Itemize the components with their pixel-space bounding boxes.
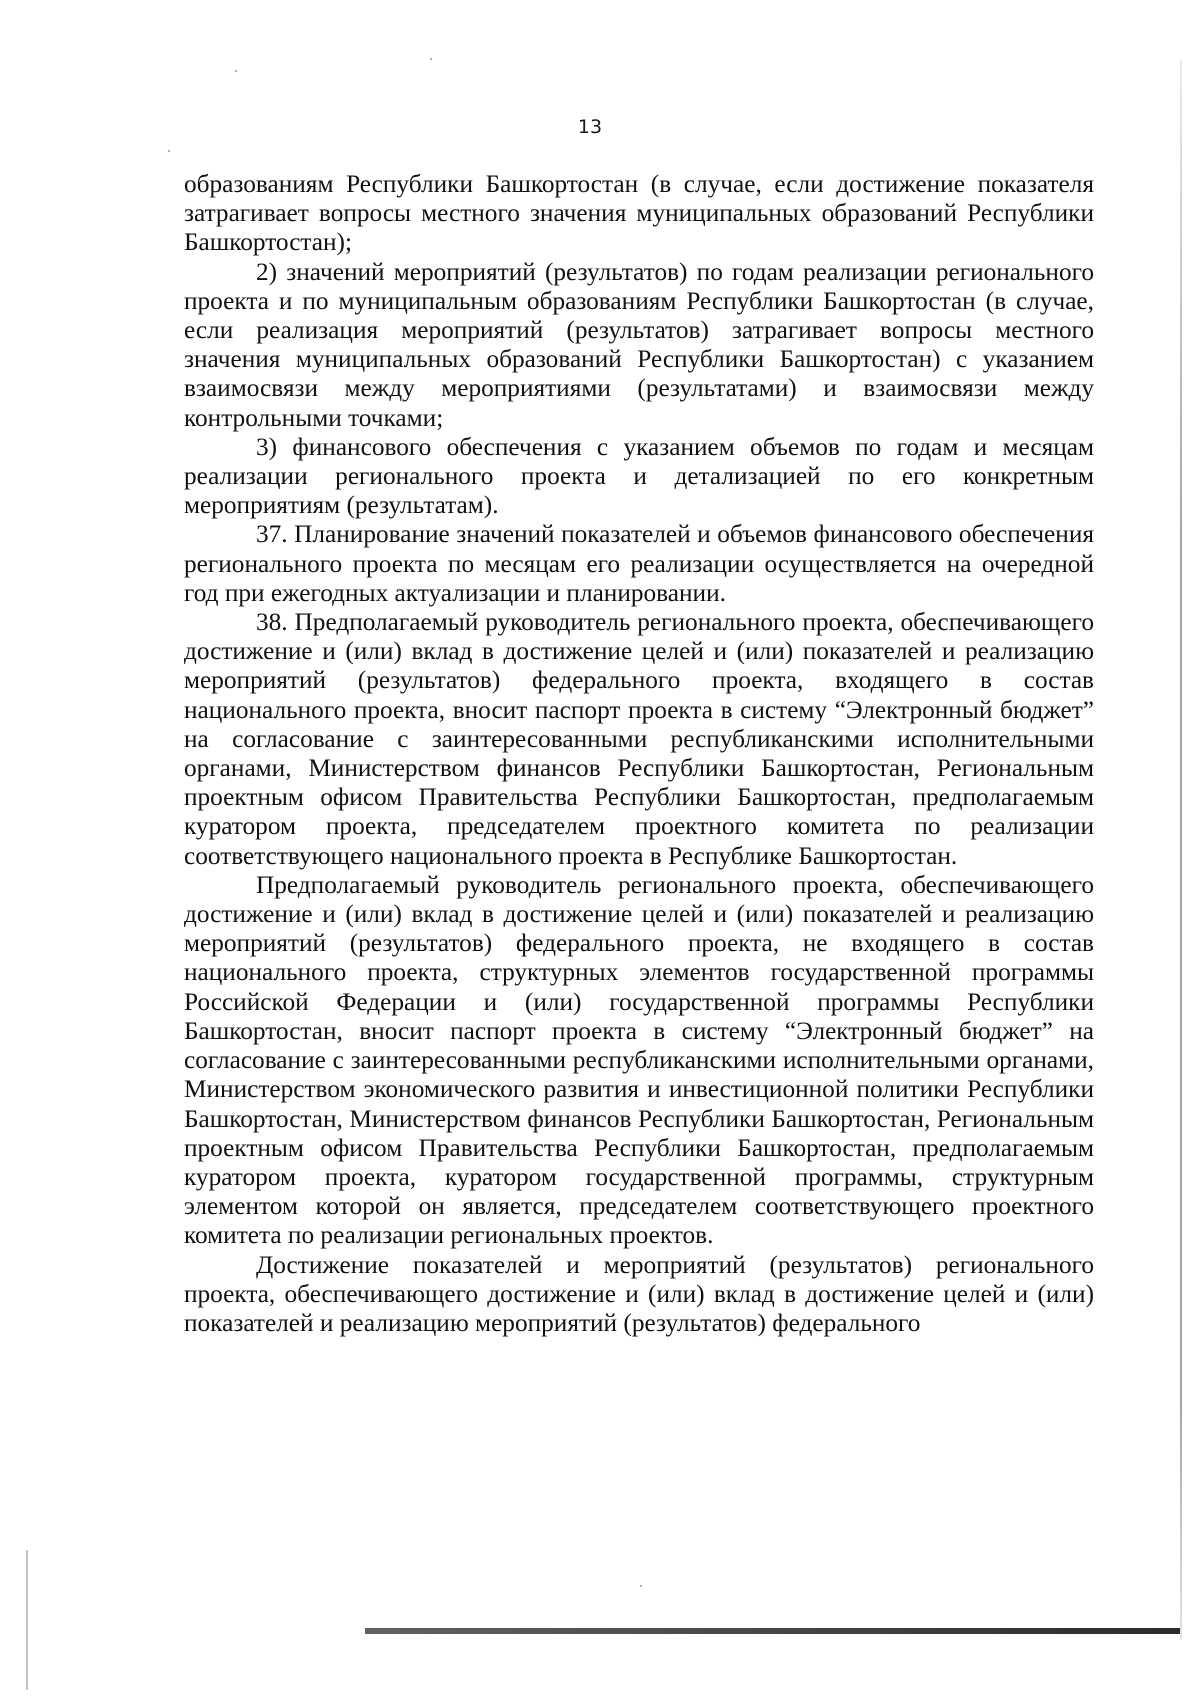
scan-bottom-shadow xyxy=(365,1628,1180,1634)
scan-speck xyxy=(168,150,170,152)
scan-speck xyxy=(430,58,432,60)
paragraph-item-3: 3) финансового обеспечения с указанием объемов по годам и месяцам реализации регионального проекта и детализацией по его конкретным мероприятиям (результатам). xyxy=(184,432,1094,520)
paragraph-clause-38: 38. Предполагаемый руководитель регионального проекта, обеспечивающего достижение и (или) вклад в достижение целей и (или) показателей и реализацию мероприятий (результатов) федерального проекта, входящего в состав национального проекта, вносит паспорт проекта в систему “Электронный бюджет” на согласование с заинтересованными республиканскими исполнительными органами, Министерством финансов Республики Башкортостан, Региональным проектным офисом Правительства Республики Башкортостан, предполагаемым куратором проекта, председателем проектного комитета по реализации соответствующего национального проекта в Республике Башкортостан. xyxy=(184,608,1094,870)
paragraph-clause-37: 37. Планирование значений показателей и объемов финансового обеспечения регионального проекта по месяцам его реализации осуществляется на очередной год при ежегодных актуализации и планировании. xyxy=(184,520,1094,607)
paragraph-clause-38-second: Предполагаемый руководитель регионального проекта, обеспечивающего достижение и (или) вклад в достижение целей и (или) показателей и реализацию мероприятий (результатов) федерального проекта, не входящего в состав национального проекта, структурных элементов государственной программы Российской Федерации и (или) государственной программы Республики Башкортостан, вносит паспорт проекта в систему “Электронный бюджет” на согласование с заинтересованными республиканскими исполнительными органами, Министерством экономического развития и инвестиционной политики Республики Башкортостан, Министерством финансов Республики Башкортостан, Региональным проектным офисом Правительства Республики Башкортостан, предполагаемым куратором проекта, куратором государственной программы, структурным элементом которой он является, председателем соответствующего проектного комитета по реализации региональных проектов. xyxy=(184,870,1094,1250)
scan-edge-left xyxy=(26,1550,28,1690)
scan-speck xyxy=(235,70,237,72)
scan-edge-right xyxy=(1180,60,1182,1640)
page-number: 13 xyxy=(577,116,603,138)
paragraph-item-2: 2) значений мероприятий (результатов) по годам реализации регионального проекта и по муниципальным образованиям Республики Башкортостан (в случае, если реализация мероприятий (результатов) затрагивает вопросы местного значения муниципальных образований Республики Башкортостан) с указанием взаимосвязи между мероприятиями (результатами) и взаимосвязи между контрольными точками; xyxy=(184,257,1094,432)
scan-speck xyxy=(640,1585,642,1587)
paragraph-continuation: образованиям Республики Башкортостан (в случае, если достижение показателя затрагивает вопросы местного значения муниципальных образований Республики Башкортостан); xyxy=(184,170,1094,257)
document-body xyxy=(184,170,1094,1338)
paragraph-achievement: Достижение показателей и мероприятий (результатов) регионального проекта, обеспечивающего достижение и (или) вклад в достижение целей и (или) показателей и реализацию мероприятий (результатов) федерального xyxy=(184,1250,1094,1337)
